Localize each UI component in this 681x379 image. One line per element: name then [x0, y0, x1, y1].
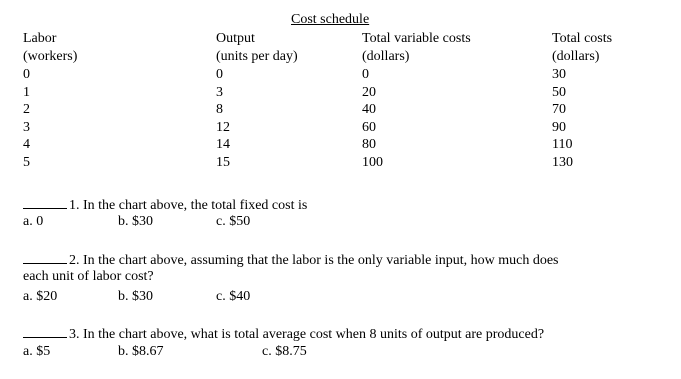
tvc-values	[362, 66, 383, 171]
table-title: Cost schedule	[291, 12, 370, 27]
tvc-value: 60	[362, 119, 376, 135]
tc-values	[552, 66, 573, 171]
tvc-value: 20	[362, 84, 376, 100]
question-2	[23, 250, 559, 269]
tc-value: 70	[552, 102, 566, 117]
labor-values	[23, 66, 30, 171]
output-header-line2: (units per day)	[216, 48, 298, 64]
output-value: 14	[216, 137, 230, 152]
tvc-value: 0	[362, 67, 369, 82]
question-3-option-c: c. $8.75	[262, 344, 307, 359]
labor-value: 3	[23, 119, 30, 135]
answer-blank-2[interactable]	[23, 250, 67, 264]
tc-header-line1: Total costs	[552, 31, 613, 46]
question-1-prompt: 1. In the chart above, the total fixed cost is	[69, 198, 308, 213]
tvc-value: 40	[362, 102, 376, 117]
labor-header-line2: (workers)	[23, 48, 78, 64]
question-2-option-b: b. $30	[118, 289, 153, 304]
question-1-option-a: a. 0	[23, 214, 44, 229]
output-value: 0	[216, 67, 223, 82]
labor-column-header	[23, 30, 77, 65]
answer-blank-3[interactable]	[23, 324, 67, 338]
tc-value: 110	[552, 137, 573, 152]
tvc-header-line1: Total variable costs	[362, 31, 471, 46]
output-column-header	[216, 30, 298, 65]
question-1	[23, 195, 307, 214]
question-2-option-a: a. $20	[23, 289, 58, 304]
tc-value: 90	[552, 119, 566, 135]
tc-value: 30	[552, 67, 566, 82]
labor-value: 0	[23, 67, 30, 82]
tc-value: 50	[552, 84, 566, 100]
output-value: 3	[216, 84, 223, 100]
output-header-line1: Output	[216, 31, 255, 46]
labor-value: 1	[23, 84, 30, 100]
question-2-prompt-continued: each unit of labor cost?	[23, 269, 154, 284]
tvc-column-header	[362, 30, 471, 65]
tvc-value: 100	[362, 154, 383, 170]
labor-value: 2	[23, 102, 30, 117]
question-2-prompt: 2. In the chart above, assuming that the labor is the only variable input, how much does	[69, 253, 559, 268]
tc-column-header	[552, 30, 612, 65]
answer-blank-1[interactable]	[23, 195, 67, 209]
output-value: 15	[216, 154, 230, 170]
tc-header-line2: (dollars)	[552, 48, 600, 64]
tvc-value: 80	[362, 137, 376, 152]
question-3	[23, 324, 544, 343]
labor-value: 5	[23, 154, 30, 170]
question-1-option-b: b. $30	[118, 214, 153, 229]
question-3-prompt: 3. In the chart above, what is total average cost when 8 units of output are produced?	[69, 327, 545, 342]
question-2-option-c: c. $40	[216, 289, 251, 304]
output-value: 8	[216, 102, 223, 117]
labor-value: 4	[23, 137, 30, 152]
labor-header-line1: Labor	[23, 31, 57, 46]
question-3-option-b: b. $8.67	[118, 344, 164, 359]
output-value: 12	[216, 119, 230, 135]
question-1-option-c: c. $50	[216, 214, 251, 229]
output-values	[216, 66, 230, 171]
tvc-header-line2: (dollars)	[362, 48, 410, 64]
tc-value: 130	[552, 154, 573, 170]
question-3-option-a: a. $5	[23, 344, 51, 359]
